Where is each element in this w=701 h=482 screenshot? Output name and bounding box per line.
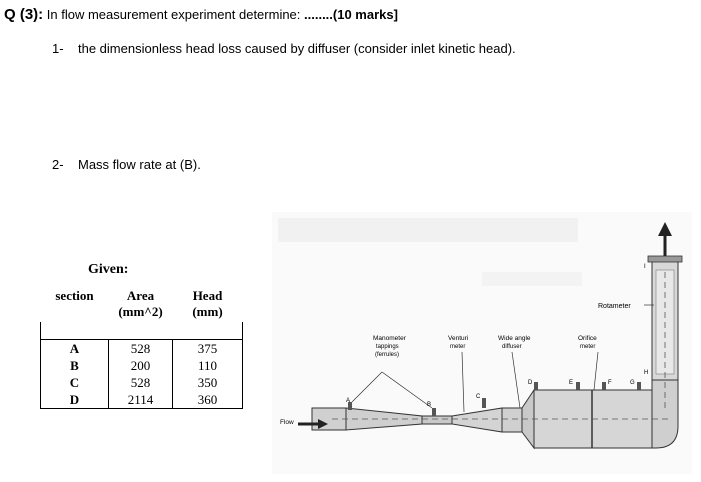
item-text: Mass flow rate at (B). <box>78 157 201 172</box>
section-label-b: B <box>427 402 432 408</box>
label-rotameter: Rotameter <box>598 303 631 310</box>
label-venturi: meter <box>450 344 466 350</box>
table-row <box>41 340 243 358</box>
cell-section: A <box>41 340 109 358</box>
header-section: section <box>55 288 94 303</box>
header-head-label: Head <box>192 288 223 303</box>
given-table <box>40 286 243 409</box>
label-orifice: meter <box>580 344 596 350</box>
label-manometer: (ferrules) <box>375 352 400 358</box>
item-number: 2- <box>52 157 64 172</box>
section-label-c: C <box>476 394 481 400</box>
cell-head: 375 <box>173 340 243 358</box>
section-label-i: I <box>644 264 646 270</box>
question-header <box>4 6 398 23</box>
header-area-label: Area <box>126 288 155 303</box>
cell-area: 200 <box>109 357 173 374</box>
section-label-d: D <box>528 380 533 386</box>
item-number: 1- <box>52 41 64 56</box>
section-label-e: E <box>569 380 574 386</box>
cell-head: 360 <box>173 391 243 409</box>
cell-head: 110 <box>173 357 243 374</box>
label-manometer: Manometer <box>373 335 406 342</box>
section-label-h: H <box>644 370 649 376</box>
cell-area: 2114 <box>109 391 173 409</box>
header-area-unit: (mm^2) <box>118 304 163 319</box>
label-diffuser: Wide angle <box>498 335 531 342</box>
section-label-f: F <box>608 380 612 386</box>
question-item-1 <box>52 41 516 56</box>
label-diffuser: diffuser <box>502 344 522 350</box>
cell-section: D <box>41 391 109 409</box>
label-orifice: Orifice <box>578 335 597 342</box>
header-head-unit: (mm) <box>192 304 223 319</box>
flow-apparatus-diagram <box>272 212 692 474</box>
section-label-g: G <box>630 380 635 386</box>
item-text: the dimensionless head loss caused by diffuser (consider inlet kinetic head). <box>78 41 516 56</box>
question-marks: ........(10 marks] <box>304 7 398 22</box>
table-row <box>41 391 243 409</box>
header-head <box>173 286 243 322</box>
question-text: In flow measurement experiment determine: <box>43 7 305 22</box>
faded-background-text <box>278 218 578 242</box>
label-venturi: Venturi <box>448 335 469 342</box>
table-row <box>41 357 243 374</box>
given-title: Given: <box>88 262 129 277</box>
cell-area: 528 <box>109 374 173 391</box>
section-label-a: A <box>346 398 351 404</box>
question-item-2 <box>52 157 201 172</box>
cell-area: 528 <box>109 340 173 358</box>
label-flow: Flow <box>280 419 294 426</box>
table-row <box>41 374 243 391</box>
faded-background-text <box>482 272 582 286</box>
table-header-row <box>41 286 243 322</box>
cell-section: B <box>41 357 109 374</box>
cell-section: C <box>41 374 109 391</box>
cell-head: 350 <box>173 374 243 391</box>
question-label: Q (3): <box>4 6 44 23</box>
label-manometer: tappings <box>376 344 399 350</box>
header-area <box>109 286 173 322</box>
